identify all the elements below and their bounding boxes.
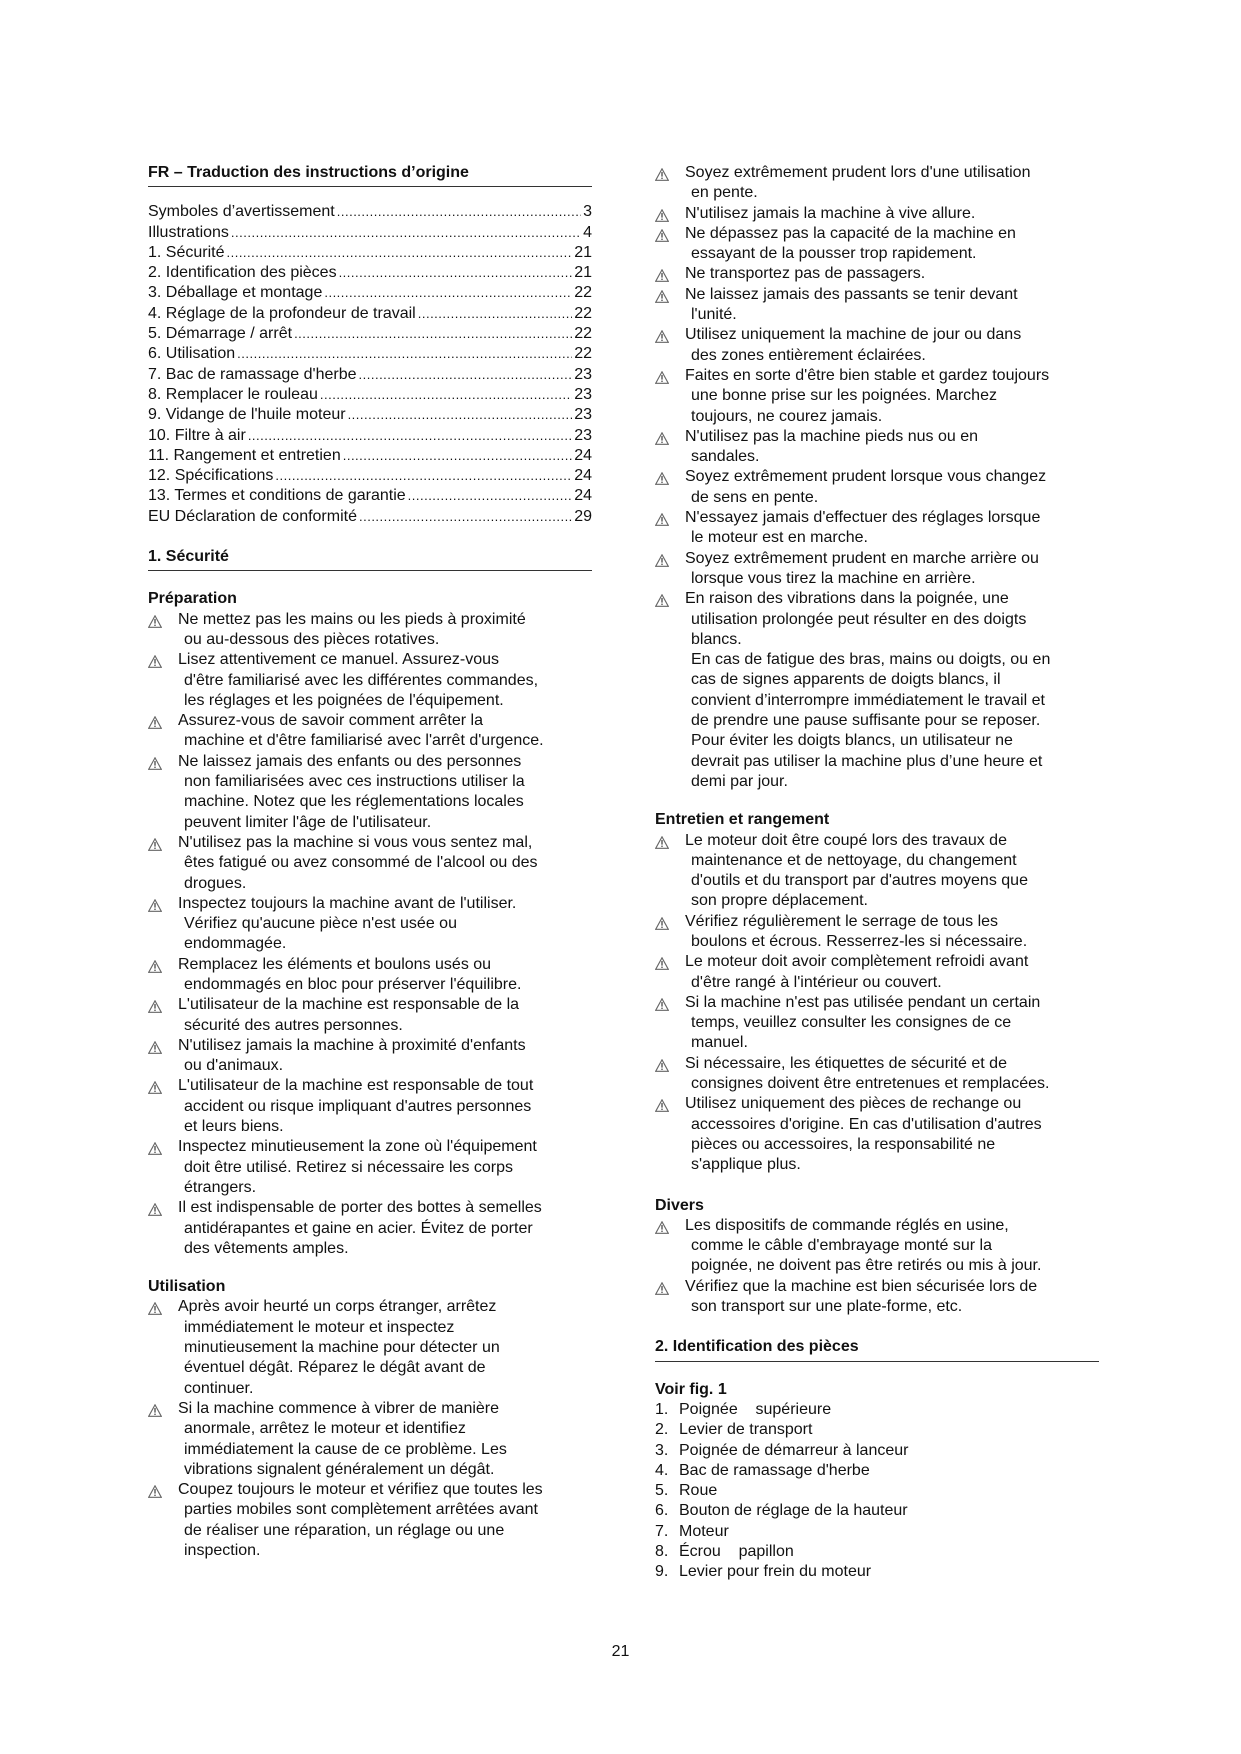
toc-leader-dots (359, 507, 572, 527)
toc-entry-page: 3 (583, 203, 592, 221)
document-title: FR – Traduction des instructions d’origine (148, 163, 592, 187)
toc-entry-page: 23 (574, 426, 592, 444)
vibration-note-line: cas de signes apparents de doigts blancs, il (691, 671, 1001, 689)
toc-leader-dots (359, 365, 573, 385)
warning-text-continued: non familiarisées avec ces instructions utiliser la (184, 773, 525, 791)
warning-text-continued: sécurité des autres personnes. (184, 1016, 403, 1034)
warning-triangle-icon (655, 997, 669, 1010)
toc-entry (148, 507, 592, 527)
vibration-note-line: demi par jour. (691, 772, 788, 790)
warning-triangle-icon (148, 715, 162, 728)
warning-text: Le moteur doit avoir complètement refroidi avant (685, 953, 1029, 971)
parts-list-item (655, 1400, 1099, 1420)
toc-entry-label: 5. Démarrage / arrêt (148, 325, 293, 343)
toc-entry-label: 12. Spécifications (148, 467, 274, 485)
warning-item (655, 427, 1099, 468)
toc-entry-label: 13. Termes et conditions de garantie (148, 487, 406, 505)
toc-entry-label: 4. Réglage de la profondeur de travail (148, 304, 416, 322)
warning-text: N'utilisez pas la machine si vous vous sentez mal, (178, 833, 533, 851)
toc-leader-dots (348, 405, 573, 425)
warning-text-continued: et leurs biens. (184, 1118, 284, 1136)
toc-leader-dots (248, 426, 572, 446)
warning-triangle-icon (148, 898, 162, 911)
warning-triangle-icon (148, 1202, 162, 1215)
warning-text-continued: vibrations signalent généralement un dégât. (184, 1460, 495, 1478)
warning-text-continued: les réglages et les poignées de l'équipement. (184, 691, 504, 709)
warning-text-continued: une bonne prise sur les poignées. Marchez (691, 387, 997, 405)
warning-triangle-icon (148, 1301, 162, 1314)
warning-item (148, 1076, 592, 1137)
parts-item-number: 5. (655, 1482, 669, 1500)
toc-leader-dots (237, 344, 572, 364)
warning-text-continued: l'unité. (691, 306, 737, 324)
warning-text: Ne transportez pas de passagers. (685, 265, 926, 283)
parts-list-item (655, 1461, 1099, 1481)
warning-triangle-icon (655, 956, 669, 969)
warning-text: Ne mettez pas les mains ou les pieds à proximité (178, 610, 526, 628)
warning-text-continued: endommagée. (184, 935, 287, 953)
warning-text-continued: doit être utilisé. Retirez si nécessaire les corps (184, 1158, 514, 1176)
warning-text: N'utilisez jamais la machine à vive allure. (685, 204, 976, 222)
warning-text-continued: maintenance et de nettoyage, du changement (691, 851, 1017, 869)
vibration-note-line: Pour éviter les doigts blancs, un utilisateur ne (691, 732, 1013, 750)
warning-triangle-icon (148, 1141, 162, 1154)
toc-entry (148, 446, 592, 466)
vibration-note-line: convient d’interrompre immédiatement le travail et (691, 691, 1045, 709)
warning-text-continued: le moteur est en marche. (691, 529, 868, 547)
toc-entry (148, 466, 592, 486)
warning-triangle-icon (655, 512, 669, 525)
toc-entry-page: 22 (574, 304, 592, 322)
warning-triangle-icon (148, 1040, 162, 1053)
warning-text-continued: peuvent limiter l'âge de l'utilisateur. (184, 813, 432, 831)
parts-list-item (655, 1481, 1099, 1501)
subheading-divers: Divers (655, 1196, 704, 1214)
parts-list-item (655, 1562, 1099, 1582)
parts-item-number: 6. (655, 1502, 669, 1520)
warning-list-preparation (148, 610, 592, 1260)
toc-entry-page: 23 (574, 365, 592, 383)
right-column (655, 163, 1099, 1583)
toc-entry-page: 23 (574, 406, 592, 424)
warning-text: Soyez extrêmement prudent en marche arrière ou (685, 549, 1039, 567)
warning-triangle-icon (148, 654, 162, 667)
warning-text-continued: accident ou risque impliquant d'autres personnes (184, 1097, 532, 1115)
parts-item-label: Bac de ramassage d'herbe (679, 1461, 870, 1479)
warning-text-continued: de sens en pente. (691, 488, 819, 506)
warning-text-continued: sandales. (691, 448, 760, 466)
parts-item-label: Poignée de démarreur à lanceur (679, 1441, 909, 1459)
warning-triangle-icon (655, 268, 669, 281)
warning-text: Le moteur doit être coupé lors des travaux de (685, 831, 1007, 849)
toc-entry-page: 21 (574, 243, 592, 261)
warning-text: Faites en sorte d'être bien stable et gardez toujours (685, 366, 1050, 384)
vibration-note (655, 650, 1099, 792)
toc-entry (148, 385, 592, 405)
parts-item-label: Poignée supérieure (679, 1400, 832, 1418)
left-column (148, 163, 592, 1561)
warning-text-continued: drogues. (184, 874, 247, 892)
warning-text: L'utilisateur de la machine est responsable de tout (178, 1077, 534, 1095)
warning-text-continued: machine et d'être familiarisé avec l'arrêt d'urgence. (184, 732, 544, 750)
parts-item-number: 9. (655, 1563, 669, 1581)
warning-item (655, 508, 1099, 549)
warning-text: N'utilisez pas la machine pieds nus ou en (685, 427, 978, 445)
toc-leader-dots (226, 243, 572, 263)
warning-text-continued: inspection. (184, 1542, 261, 1559)
warning-list-maintenance (655, 831, 1099, 1176)
parts-list-item (655, 1522, 1099, 1542)
warning-item (148, 1198, 592, 1259)
toc-leader-dots (343, 446, 572, 466)
see-figure-label: Voir fig. 1 (655, 1380, 727, 1398)
warning-item (148, 1036, 592, 1077)
warning-text: Inspectez minutieusement la zone où l'équipement (178, 1138, 537, 1156)
warning-text: Assurez-vous de savoir comment arrêter la (178, 712, 483, 730)
warning-text-continued: éventuel dégât. Réparez le dégât avant de (184, 1359, 486, 1377)
toc-entry (148, 304, 592, 324)
warning-triangle-icon (655, 1098, 669, 1111)
warning-text-continued: accessoires d'origine. En cas d'utilisation d'autres (691, 1115, 1042, 1133)
parts-item-number: 2. (655, 1421, 669, 1439)
warning-text-continued: son propre déplacement. (691, 892, 868, 910)
subheading-preparation: Préparation (148, 590, 237, 608)
warning-item (148, 650, 592, 711)
toc-entry-page: 22 (574, 345, 592, 363)
warning-triangle-icon (655, 228, 669, 241)
warning-triangle-icon (148, 959, 162, 972)
toc-entry (148, 283, 592, 303)
warning-item (655, 1054, 1099, 1095)
warning-text-continued: antidérapantes et gaine en acier. Évitez de porter (184, 1219, 533, 1237)
toc-entry (148, 202, 592, 222)
warning-text-continued: êtes fatigué ou avez consommé de l'alcool ou des (184, 854, 538, 872)
toc-leader-dots (337, 202, 581, 222)
warning-item (148, 610, 592, 651)
toc-entry (148, 426, 592, 446)
warning-item (655, 1094, 1099, 1175)
warning-text-continued: toujours, ne courez jamais. (691, 407, 883, 425)
warning-text-continued: immédiatement la cause de ce problème. Les (184, 1440, 507, 1458)
toc-entry-page: 4 (583, 223, 592, 241)
warning-item (148, 711, 592, 752)
toc-entry-label: 7. Bac de ramassage d'herbe (148, 365, 357, 383)
toc-entry-label: 10. Filtre à air (148, 426, 246, 444)
warning-text: Si nécessaire, les étiquettes de sécurité et de (685, 1054, 1007, 1072)
toc-entry (148, 365, 592, 385)
warning-text-continued: parties mobiles sont complètement arrêtées avant (184, 1501, 538, 1519)
warning-triangle-icon (655, 916, 669, 929)
warning-text-continued: blancs. (691, 630, 742, 648)
parts-item-label: Roue (679, 1482, 718, 1500)
toc-entry-label: 6. Utilisation (148, 345, 236, 363)
parts-list-item (655, 1501, 1099, 1521)
warning-item (655, 589, 1099, 650)
warning-text: L'utilisateur de la machine est responsable de la (178, 996, 520, 1014)
warning-text: Inspectez toujours la machine avant de l'utiliser. (178, 894, 517, 912)
warning-list-usage-continued (655, 163, 1099, 650)
warning-item (655, 912, 1099, 953)
vibration-note-line: En cas de fatigue des bras, mains ou doigts, ou en (691, 651, 1051, 669)
warning-item (148, 1480, 592, 1561)
warning-triangle-icon (148, 1080, 162, 1093)
warning-text: Ne laissez jamais des enfants ou des personnes (178, 752, 522, 770)
toc-entry-page: 24 (574, 467, 592, 485)
warning-triangle-icon (655, 1281, 669, 1294)
warning-triangle-icon (655, 329, 669, 342)
parts-item-number: 8. (655, 1543, 669, 1560)
warning-item (148, 1297, 592, 1398)
toc-entry (148, 486, 592, 506)
toc-entry-label: 2. Identification des pièces (148, 264, 337, 282)
warning-text: Vérifiez que la machine est bien sécurisée lors de (685, 1277, 1038, 1295)
warning-text-continued: utilisation prolongée peut résulter en des doigts (691, 610, 1027, 628)
warning-text: Utilisez uniquement des pièces de rechange ou (685, 1095, 1022, 1113)
warning-text-continued: s'applique plus. (691, 1156, 801, 1174)
warning-triangle-icon (655, 370, 669, 383)
warning-text-continued: d'être familiarisé avec les différentes commandes, (184, 671, 539, 689)
warning-text: Ne laissez jamais des passants se tenir devant (685, 285, 1018, 303)
warning-item (655, 204, 1099, 224)
warning-text: Remplacez les éléments et boulons usés ou (178, 955, 492, 973)
warning-text-continued: de réaliser une réparation, un réglage ou une (184, 1521, 505, 1539)
warning-text: Coupez toujours le moteur et vérifiez que toutes les (178, 1481, 543, 1499)
parts-list-item (655, 1420, 1099, 1440)
parts-item-number: 4. (655, 1461, 669, 1479)
warning-text-continued: ou d'animaux. (184, 1057, 284, 1075)
warning-text: Soyez extrêmement prudent lors d'une utilisation (685, 164, 1031, 181)
toc-entry (148, 344, 592, 364)
toc-entry (148, 243, 592, 263)
warning-text: Les dispositifs de commande réglés en usine, (685, 1216, 1009, 1234)
warning-text-continued: des vêtements amples. (184, 1239, 349, 1257)
warning-triangle-icon (655, 208, 669, 221)
parts-item-number: 1. (655, 1400, 669, 1418)
parts-item-label: Levier de transport (679, 1421, 813, 1439)
warning-text-continued: poignée, ne doivent pas être retirés ou mis à jour. (691, 1257, 1042, 1275)
vibration-note-line: de prendre une pause suffisante pour se reposer. (691, 712, 1041, 730)
toc-entry-label: 1. Sécurité (148, 243, 225, 261)
warning-triangle-icon (148, 999, 162, 1012)
warning-text-continued: manuel. (691, 1034, 748, 1052)
warning-text: Si la machine commence à vibrer de manière (178, 1399, 500, 1417)
toc-leader-dots (320, 385, 572, 405)
warning-text-continued: minutieusement la machine pour détecter un (184, 1339, 500, 1357)
warning-triangle-icon (655, 593, 669, 606)
parts-item-label: Levier pour frein du moteur (679, 1563, 872, 1581)
warning-text: Si la machine n'est pas utilisée pendant un certain (685, 993, 1041, 1011)
warning-text-continued: étrangers. (184, 1178, 257, 1196)
toc-entry-page: 24 (574, 446, 592, 464)
warning-triangle-icon (655, 835, 669, 848)
toc-entry-label: 11. Rangement et entretien (148, 446, 341, 464)
warning-triangle-icon (148, 1484, 162, 1497)
toc-entry (148, 324, 592, 344)
toc-leader-dots (231, 223, 581, 243)
warning-list-divers (655, 1216, 1099, 1317)
toc-entry-page: 22 (574, 284, 592, 302)
table-of-contents (148, 202, 592, 527)
parts-item-label: Moteur (679, 1522, 729, 1540)
warning-text-continued: continuer. (184, 1379, 254, 1397)
toc-entry-label: Symboles d’avertissement (148, 203, 335, 221)
toc-leader-dots (324, 283, 572, 303)
warning-triangle-icon (148, 614, 162, 627)
warning-list-utilisation (148, 1297, 592, 1561)
warning-item (655, 993, 1099, 1054)
toc-entry (148, 405, 592, 425)
toc-entry-label: Illustrations (148, 223, 229, 241)
warning-text-continued: machine. Notez que les réglementations locales (184, 793, 524, 811)
toc-entry-page: 24 (574, 487, 592, 505)
warning-triangle-icon (148, 1403, 162, 1416)
vibration-note-line: devrait pas utiliser la machine plus d’une heure et (691, 752, 1043, 770)
warning-item (148, 955, 592, 996)
warning-triangle-icon (655, 553, 669, 566)
warning-item (655, 224, 1099, 265)
warning-item (655, 325, 1099, 366)
toc-entry-page: 29 (574, 507, 592, 525)
parts-item-number: 7. (655, 1522, 669, 1540)
parts-item-label: Écrou papillon (679, 1543, 794, 1560)
warning-text: N'utilisez jamais la machine à proximité d'enfants (178, 1036, 526, 1054)
parts-list (655, 1400, 1099, 1583)
warning-text: N'essayez jamais d'effectuer des réglages lorsque (685, 509, 1041, 527)
warning-text-continued: ou au-dessous des pièces rotatives. (184, 630, 440, 648)
warning-text: Soyez extrêmement prudent lorsque vous changez (685, 468, 1047, 486)
warning-text-continued: comme le câble d'embrayage monté sur la (691, 1237, 992, 1255)
warning-triangle-icon (655, 1058, 669, 1071)
page-number: 21 (611, 1643, 630, 1660)
warning-text: Après avoir heurté un corps étranger, arrêtez (178, 1298, 497, 1316)
warning-triangle-icon (655, 167, 669, 180)
warning-text-continued: d'outils et du transport par d'autres moyens que (691, 872, 1028, 890)
warning-text-continued: consignes doivent être entretenues et remplacées. (691, 1075, 1050, 1093)
warning-text-continued: d'être rangé à l'intérieur ou couvert. (691, 973, 942, 991)
warning-text-continued: lorsque vous tirez la machine en arrière. (691, 569, 976, 587)
warning-item (148, 1137, 592, 1198)
warning-text-continued: des zones entièrement éclairées. (691, 346, 926, 364)
warning-triangle-icon (655, 431, 669, 444)
warning-item (655, 285, 1099, 326)
toc-entry-label: 8. Remplacer le rouleau (148, 385, 318, 403)
warning-item (148, 995, 592, 1036)
warning-triangle-icon (655, 1220, 669, 1233)
warning-triangle-icon (148, 837, 162, 850)
warning-text-continued: anormale, arrêtez le moteur et identifiez (184, 1420, 466, 1438)
warning-item (148, 1399, 592, 1480)
section-title-parts: 2. Identification des pièces (655, 1337, 1099, 1361)
warning-item (148, 752, 592, 833)
parts-item-label: Bouton de réglage de la hauteur (679, 1502, 908, 1520)
warning-text-continued: boulons et écrous. Resserrez-les si nécessaire. (691, 932, 1028, 950)
subheading-utilisation: Utilisation (148, 1278, 226, 1296)
parts-item-number: 3. (655, 1441, 669, 1459)
warning-text-continued: temps, veuillez consulter les consignes de ce (691, 1014, 1012, 1032)
toc-entry-page: 21 (574, 264, 592, 282)
warning-triangle-icon (655, 289, 669, 302)
warning-item (655, 549, 1099, 590)
warning-triangle-icon (655, 471, 669, 484)
warning-item (655, 1277, 1099, 1318)
warning-item (655, 366, 1099, 427)
warning-item (655, 264, 1099, 284)
toc-leader-dots (418, 304, 572, 324)
warning-text-continued: Vérifiez qu'aucune pièce n'est usée ou (184, 915, 457, 933)
toc-entry (148, 223, 592, 243)
warning-item (655, 467, 1099, 508)
toc-leader-dots (339, 263, 573, 283)
warning-item (655, 163, 1099, 204)
subheading-maintenance: Entretien et rangement (655, 811, 830, 829)
warning-item (655, 1216, 1099, 1277)
warning-triangle-icon (148, 756, 162, 769)
warning-item (655, 952, 1099, 993)
toc-entry-label: 3. Déballage et montage (148, 284, 323, 302)
warning-item (148, 833, 592, 894)
warning-item (655, 831, 1099, 912)
toc-entry (148, 263, 592, 283)
toc-entry-label: 9. Vidange de l'huile moteur (148, 406, 346, 424)
warning-text: Lisez attentivement ce manuel. Assurez-vous (178, 651, 500, 669)
warning-item (148, 894, 592, 955)
warning-text-continued: endommagés en bloc pour préserver l'équilibre. (184, 975, 522, 993)
warning-text: Utilisez uniquement la machine de jour ou dans (685, 326, 1022, 344)
warning-text-continued: en pente. (691, 184, 758, 202)
warning-text: Ne dépassez pas la capacité de la machine en (685, 224, 1016, 242)
toc-entry-label: EU Déclaration de conformité (148, 507, 357, 525)
toc-entry-page: 23 (574, 385, 592, 403)
warning-text-continued: essayant de la pousser trop rapidement. (691, 245, 977, 263)
warning-text-continued: son transport sur une plate-forme, etc. (691, 1298, 963, 1316)
toc-entry-page: 22 (574, 325, 592, 343)
parts-list-item (655, 1542, 1099, 1562)
warning-text: Vérifiez régulièrement le serrage de tous les (685, 912, 999, 930)
parts-list-item (655, 1441, 1099, 1461)
warning-text: Il est indispensable de porter des bottes à semelles (178, 1199, 542, 1217)
toc-leader-dots (294, 324, 572, 344)
toc-leader-dots (275, 466, 572, 486)
toc-leader-dots (408, 486, 573, 506)
warning-text-continued: pièces ou accessoires, la responsabilité ne (691, 1135, 996, 1153)
warning-text: En raison des vibrations dans la poignée, une (685, 590, 1009, 608)
section-title-safety: 1. Sécurité (148, 547, 592, 571)
warning-text-continued: immédiatement le moteur et inspectez (184, 1318, 455, 1336)
